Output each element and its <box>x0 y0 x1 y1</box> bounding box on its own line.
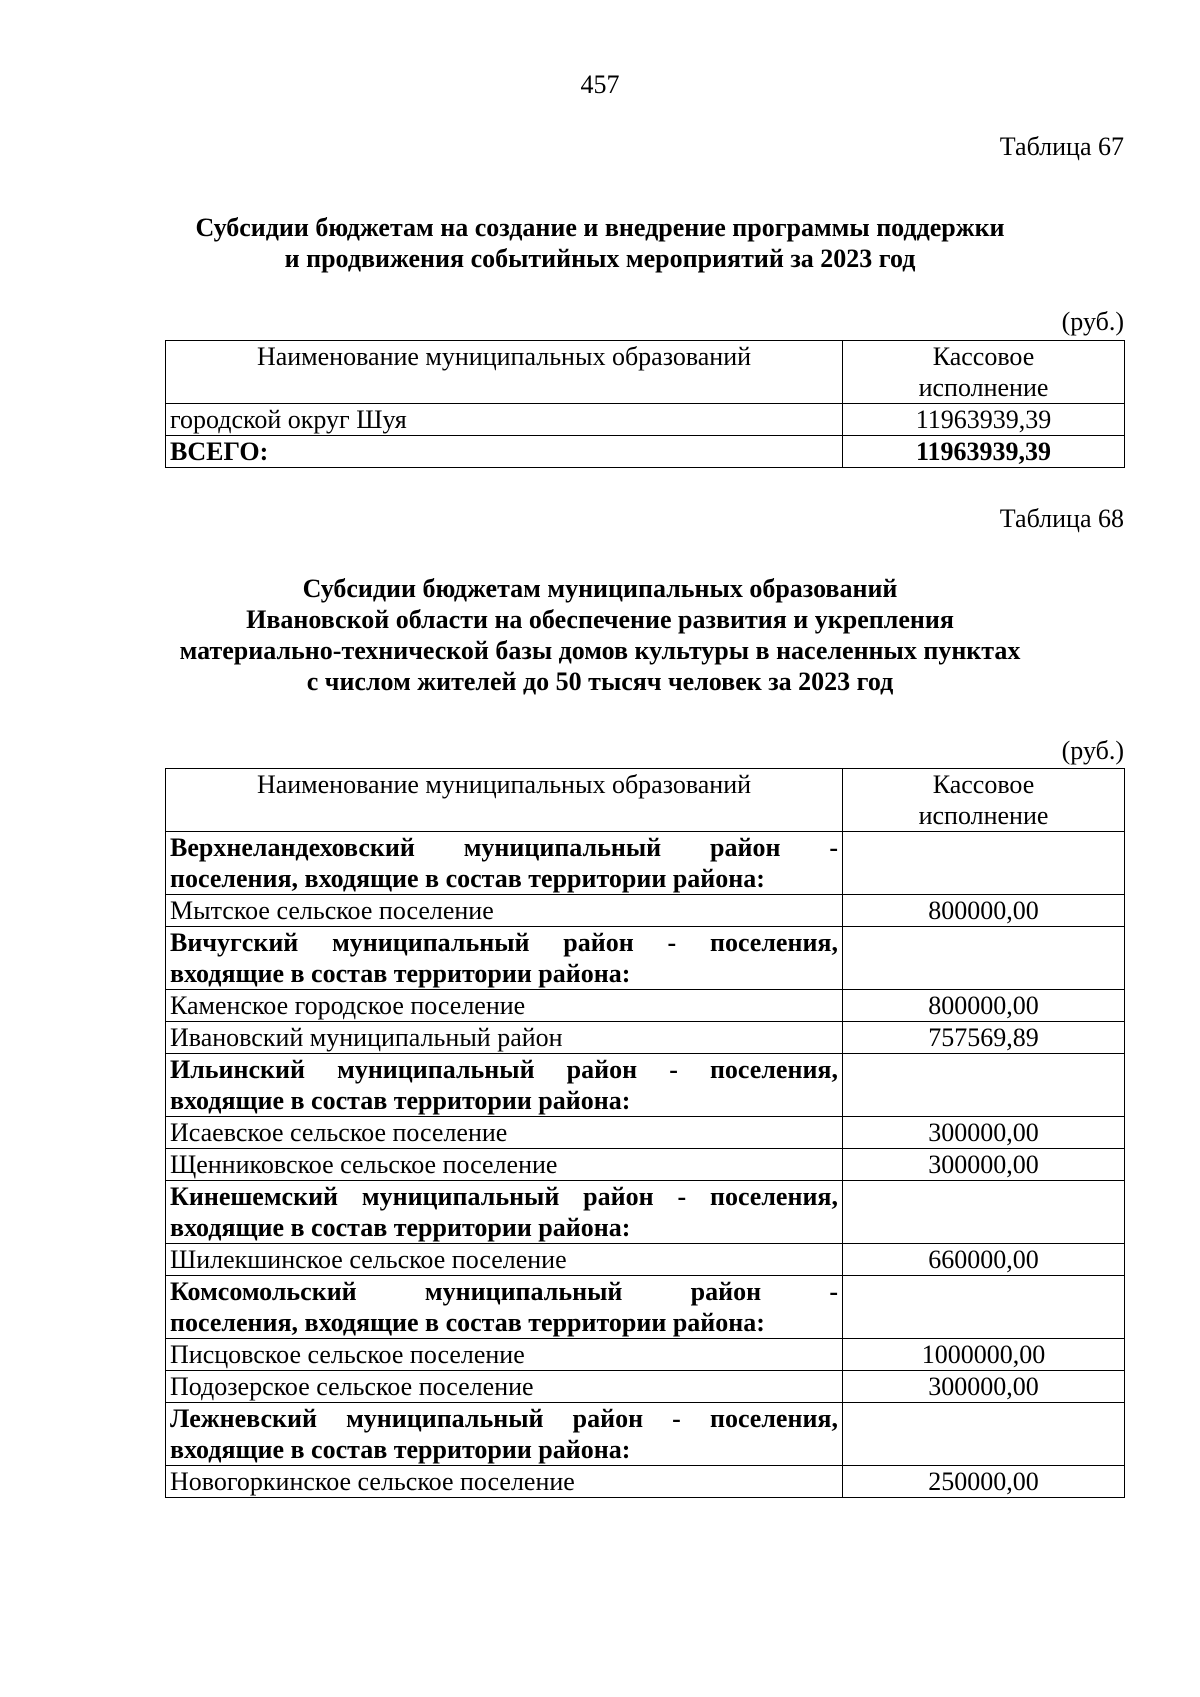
group-name-line-2: поселения, входящие в состав территории района: <box>170 864 765 893</box>
group-name-line-2: поселения, входящие в состав территории района: <box>170 1308 765 1337</box>
table-68 <box>165 768 1125 1498</box>
group-name-line-2: входящие в состав территории района: <box>170 1213 631 1242</box>
group-value-empty <box>843 1403 1125 1466</box>
table-67-unit: (руб.) <box>1061 307 1124 336</box>
row-name: Ивановский муниципальный район <box>166 1022 843 1054</box>
group-row <box>166 1054 1125 1117</box>
header-value <box>843 341 1125 404</box>
header-value-line-1: Кассовое <box>932 342 1035 371</box>
row-name: Исаевское сельское поселение <box>166 1117 843 1149</box>
header-name: Наименование муниципальных образований <box>166 769 843 832</box>
header-name: Наименование муниципальных образований <box>166 341 843 404</box>
group-row <box>166 927 1125 990</box>
row-value: 757569,89 <box>843 1022 1125 1054</box>
group-name-line-1: Верхнеландеховский муниципальный район - <box>170 833 838 862</box>
row-name: Писцовское сельское поселение <box>166 1339 843 1371</box>
table-67-title-line-2: и продвижения событийных мероприятий за 2023 год <box>284 244 916 273</box>
row-value: 250000,00 <box>843 1466 1125 1498</box>
table-header-row <box>166 769 1125 832</box>
row-name: Шилекшинское сельское поселение <box>166 1244 843 1276</box>
table-68-title-line-1: Субсидии бюджетам муниципальных образований <box>302 574 898 603</box>
row-name: городской округ Шуя <box>166 404 843 436</box>
group-name-line-2: входящие в состав территории района: <box>170 959 631 988</box>
row-value: 11963939,39 <box>843 404 1125 436</box>
page-number: 457 <box>580 70 620 99</box>
row-value: 300000,00 <box>843 1371 1125 1403</box>
group-name <box>166 1181 843 1244</box>
header-value-line-2: исполнение <box>918 373 1049 402</box>
total-label: ВСЕГО: <box>166 436 843 468</box>
table-68-label: Таблица 68 <box>999 504 1124 533</box>
row-value: 300000,00 <box>843 1149 1125 1181</box>
header-value <box>843 769 1125 832</box>
row-value: 1000000,00 <box>843 1339 1125 1371</box>
table-67-title <box>150 212 1050 274</box>
row-name: Подозерское сельское поселение <box>166 1371 843 1403</box>
total-value: 11963939,39 <box>843 436 1125 468</box>
group-row <box>166 832 1125 895</box>
table-row <box>166 1244 1125 1276</box>
group-name <box>166 1403 843 1466</box>
group-name-line-2: входящие в состав территории района: <box>170 1086 631 1115</box>
table-row <box>166 1371 1125 1403</box>
table-68-title-line-4: с числом жителей до 50 тысяч человек за 2023 год <box>306 667 894 696</box>
row-name: Каменское городское поселение <box>166 990 843 1022</box>
row-value: 800000,00 <box>843 990 1125 1022</box>
table-row <box>166 990 1125 1022</box>
group-value-empty <box>843 1276 1125 1339</box>
header-value-line-1: Кассовое <box>932 770 1035 799</box>
group-name-line-2: входящие в состав территории района: <box>170 1435 631 1464</box>
table-row <box>166 1117 1125 1149</box>
table-row <box>166 1022 1125 1054</box>
table-67-label: Таблица 67 <box>999 132 1124 161</box>
row-name: Новогоркинское сельское поселение <box>166 1466 843 1498</box>
table-row <box>166 895 1125 927</box>
group-name <box>166 832 843 895</box>
group-value-empty <box>843 927 1125 990</box>
table-68-title <box>150 573 1050 697</box>
table-68-title-line-3: материально-технической базы домов культуры в населенных пунктах <box>179 636 1021 665</box>
group-value-empty <box>843 1181 1125 1244</box>
table-68-unit: (руб.) <box>1061 736 1124 765</box>
group-row <box>166 1403 1125 1466</box>
row-value: 300000,00 <box>843 1117 1125 1149</box>
row-name: Мытское сельское поселение <box>166 895 843 927</box>
group-name-line-1: Кинешемский муниципальный район - поселения, <box>170 1182 838 1211</box>
table-67-title-line-1: Субсидии бюджетам на создание и внедрение программы поддержки <box>195 213 1005 242</box>
group-value-empty <box>843 1054 1125 1117</box>
table-row <box>166 1339 1125 1371</box>
group-name-line-1: Комсомольский муниципальный район - <box>170 1277 838 1306</box>
group-row <box>166 1276 1125 1339</box>
table-68-title-line-2: Ивановской области на обеспечение развития и укрепления <box>246 605 954 634</box>
group-name-line-1: Лежневский муниципальный район - поселения, <box>170 1404 838 1433</box>
group-name-line-1: Ильинский муниципальный район - поселения, <box>170 1055 838 1084</box>
group-value-empty <box>843 832 1125 895</box>
table-row <box>166 1149 1125 1181</box>
row-value: 800000,00 <box>843 895 1125 927</box>
table-row <box>166 404 1125 436</box>
table-header-row <box>166 341 1125 404</box>
group-name <box>166 927 843 990</box>
group-name <box>166 1276 843 1339</box>
row-name: Щенниковское сельское поселение <box>166 1149 843 1181</box>
group-name <box>166 1054 843 1117</box>
table-67 <box>165 340 1125 468</box>
table-row <box>166 1466 1125 1498</box>
total-row <box>166 436 1125 468</box>
group-row <box>166 1181 1125 1244</box>
header-value-line-2: исполнение <box>918 801 1049 830</box>
row-value: 660000,00 <box>843 1244 1125 1276</box>
group-name-line-1: Вичугский муниципальный район - поселения, <box>170 928 838 957</box>
